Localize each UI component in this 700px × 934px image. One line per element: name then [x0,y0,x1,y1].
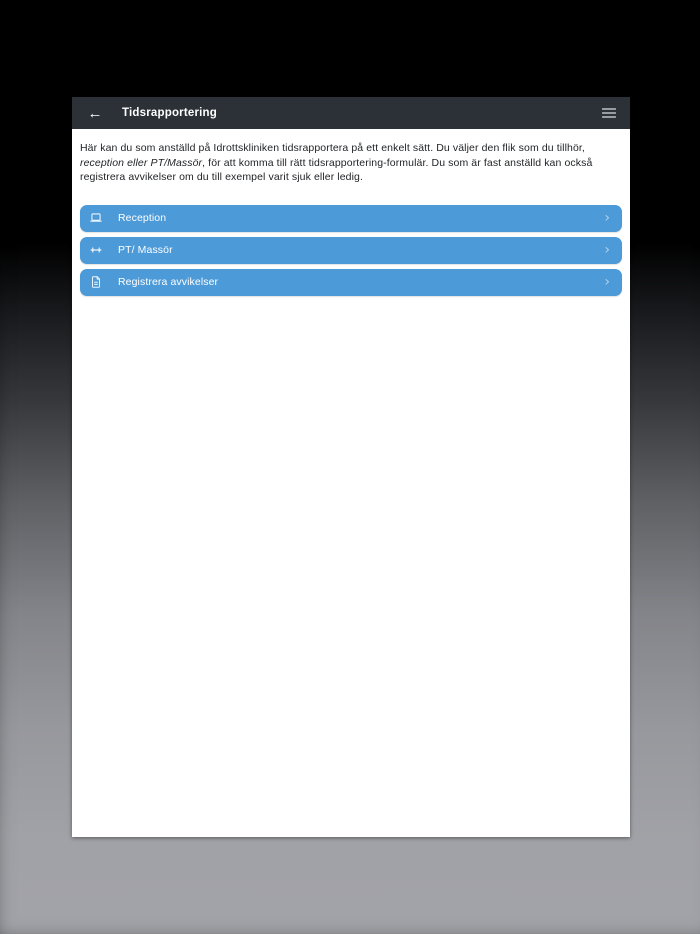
button-label: Reception [118,212,167,224]
app-bar [72,97,630,129]
dumbbell-icon [89,243,103,257]
chevron-right-icon: › [604,210,610,226]
intro-italic: reception eller PT/Massör [80,156,203,169]
intro-part2: , för att komma till rätt tidsrapportering-formulär. Du som är fast anställd kan också registrera avvikelser om du till exempel varit sjuk eller ledig. [80,156,593,183]
chevron-right-icon: › [604,242,610,258]
intro-text [80,141,622,185]
pt-massor-button[interactable] [80,237,622,264]
page-content [72,129,630,296]
app-window [72,97,630,837]
page-title: Tidsrapportering [122,107,217,119]
hamburger-icon [602,108,616,110]
reception-button[interactable] [80,205,622,232]
button-label: Registrera avvikelser [118,276,219,288]
action-button-list [80,205,622,296]
back-button[interactable] [85,103,105,123]
button-label: PT/ Massör [118,244,173,256]
laptop-icon [89,211,103,225]
back-arrow-icon: ← [87,104,103,122]
menu-button[interactable] [602,106,618,120]
chevron-right-icon: › [604,274,610,290]
hamburger-icon [602,112,616,114]
registrera-avvikelser-button[interactable] [80,269,622,296]
hamburger-icon [602,116,616,118]
document-icon [89,275,103,289]
intro-part1: Här kan du som anställd på Idrottskliniken tidsrapportera på ett enkelt sätt. Du väljer den flik som du tillhör, [80,142,585,154]
